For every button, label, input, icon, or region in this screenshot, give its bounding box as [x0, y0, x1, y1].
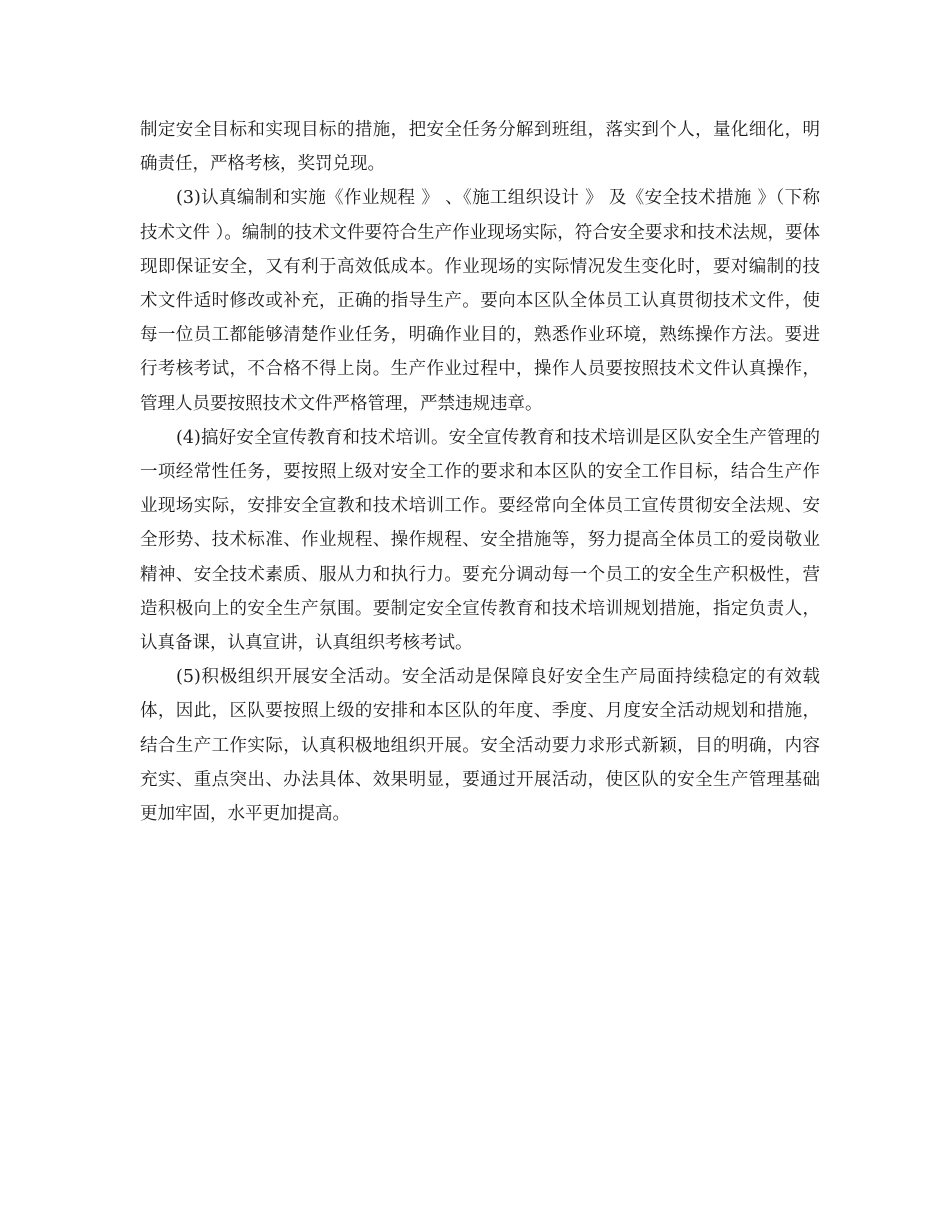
- document-body: [140, 113, 820, 831]
- paragraph-5-safety-activities: (5)积极组织开展安全活动。安全活动是保障良好安全生产局面持续稳定的有效载体，因此，区队要按照上级的安排和本区队的年度、季度、月度安全活动规划和措施，结合生产工作实际，认真积极地组织开展。安全活动要力求形式新颖，目的明确，内容充实、重点突出、办法具体、效果明显，要通过开展活动，使区队的安全生产管理基础更加牢固，水平更加提高。: [140, 667, 820, 825]
- paragraph-4-safety-education: (4)搞好安全宣传教育和技术培训。安全宣传教育和技术培训是区队安全生产管理的一项经常性任务，要按照上级对安全工作的要求和本区队的安全工作目标，结合生产作业现场实际，安排安全宣教和技术培训工作。要经常向全体员工宣传贯彻安全法规、安全形势、技术标准、作业规程、操作规程、安全措施等，努力提高全体员工的爱岗敬业精神、安全技术素质、服从力和执行力。要充分调动每一个员工的安全生产积极性，营造积极向上的安全生产氛围。要制定安全宣传教育和技术培训规划措施，指定负责人，认真备课，认真宣讲，认真组织考核考试。: [140, 427, 820, 654]
- paragraph-3-technical-documents: (3)认真编制和实施《作业规程 》 、《施工组织设计 》 及《安全技术措施 》（下称技术文件 ）。编制的技术文件要符合生产作业现场实际，符合安全要求和技术法规，要体现即保证安全，又有利于高效低成本。作业现场的实际情况发生变化时，要对编制的技术文件适时修改或补充，正确的指导生产。要向本区队全体员工认真贯彻技术文件，使每一位员工都能够清楚作业任务，明确作业目的，熟悉作业环境，熟练操作方法。要进行考核考试，不合格不得上岗。生产作业过程中，操作人员要按照技术文件认真操作，管理人员要按照技术文件严格管理，严禁违规违章。: [140, 188, 820, 414]
- paragraph-continued: 制定安全目标和实现目标的措施，把安全任务分解到班组，落实到个人，量化细化，明确责任，严格考核，奖罚兑现。: [140, 120, 820, 175]
